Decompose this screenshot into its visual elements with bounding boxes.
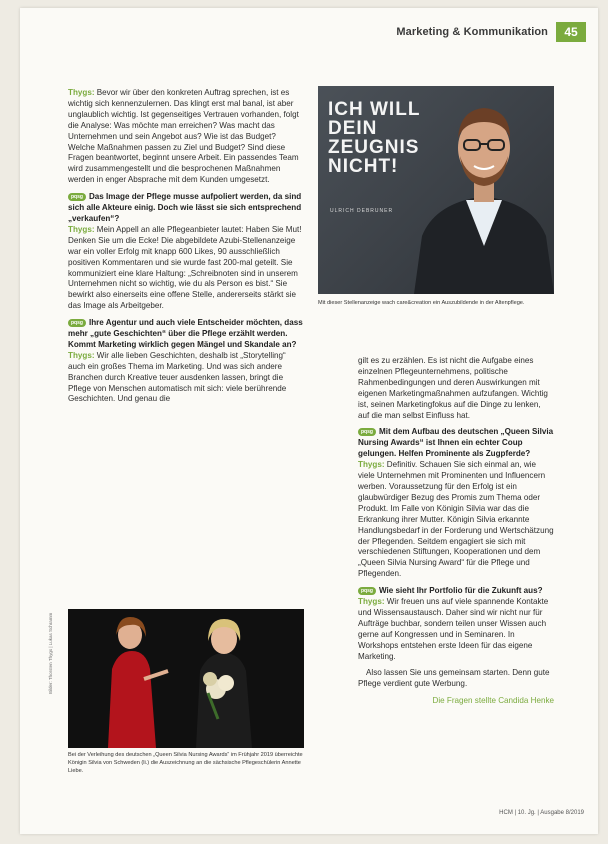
award-ceremony-image [68, 609, 304, 748]
pqsg-badge: pqsg [358, 428, 376, 436]
question: Mit dem Aufbau des deutschen „Queen Silvia Nursing Awards“ ist Ihnen ein echter Coup gelungen. Helfen Prominente als Zugpferde? [358, 427, 554, 459]
speaker-name: Thygs: [68, 224, 95, 234]
ad-subline: ULRICH DEBRUNER [330, 208, 394, 214]
job-ad-photo [318, 86, 554, 294]
answer: Definitiv. Schauen Sie sich einmal an, wie viele Unternehmen mit Prominenten und Influencern werben. Voraussetzung für den Erfolg ist ein glaubwürdiger Bezug des Promis zum Thema oder Produkt. Im Falle von Königin Silvia war das die Erkrankung ihrer Mutter. Königin Silvia erkannte Handlungsbedarf in der Forderung und Wertschätzung der Pflegenden. Seitdem engagiert sie sich mit verschiedenen Stiftungen, Kooperationen und dem „Queen Silvia Nursing Award“ für die Pflege und Pflegenden. [358, 460, 554, 579]
page-number: 45 [556, 22, 586, 42]
photo-caption: Mit dieser Stellenanzeige wach care&creation ein Auszubildende in der Altenpflege. [318, 300, 525, 306]
pqsg-badge: pqsg [358, 587, 376, 595]
page-header [396, 22, 586, 42]
photo-caption: Bei der Verleihung des deutschen „Queen Silvia Nursing Awards“ im Frühjahr 2019 überreichte Königin Silvia von Schweden (li.) die Auszeichnung an die sächsische Pflegeschülerin Annette Liebe. [68, 752, 303, 774]
answer: Mein Appell an alle Pflegeanbieter lautet: Haben Sie Mut! Denken Sie um die Ecke! Die abgebildete Azubi-Stellenanzeige war ein voller Erfolg mit knapp 600 Likes, 90 ausschließlich positiven Kommentaren und sie wurde fast 200-mal geteilt. Sie kommuniziert eine klare Haltung: „Schreibnoten sind in unserem Unternehmen nicht so wichtig, wie du als Person es bist.“ Sie bewirkt also einerseits eine offene Stelle, andererseits stärkt sie das Image als Arbeitgeber. [68, 224, 302, 311]
pqsg-badge: pqsg [68, 319, 86, 327]
speaker-name: Thygs: [68, 88, 95, 97]
ad-headline: ICH WILL DEIN ZEUGNIS NICHT! [328, 99, 421, 177]
question: Das Image der Pflege musse aufpoliert werden, da sind sich alle Akteure einig. Doch wie lässt sie sich entsprechend „verkaufen“? [68, 192, 302, 223]
pqsg-badge: pqsg [68, 193, 86, 201]
interviewer-credit: Die Fragen stellte Candida Henke [432, 696, 554, 706]
question: Ihre Agentur und auch viele Entscheider möchten, dass mehr „gute Geschichten“ über die Pflege erzählt werden. Kommt Marketing wirklich gegen Mängel und Skandale an? [68, 318, 303, 349]
question-block [358, 427, 554, 580]
speaker-name: Thygs: [358, 597, 385, 607]
award-ceremony-photo [68, 609, 304, 748]
question-block [68, 318, 304, 405]
speaker-name: Thygs: [68, 350, 95, 360]
speaker-name: Thygs: [358, 460, 385, 470]
question-block [68, 192, 304, 312]
question-block [358, 586, 554, 662]
paragraph: Also lassen Sie uns gemeinsam starten. Denn gute Pflege verdient gute Werbung. [358, 668, 550, 689]
image-credit: Bilder: Thorsten Thygs | Lukas Schramm [48, 612, 53, 694]
page-footer: HCM | 10. Jg. | Ausgabe 8/2019 [499, 810, 584, 816]
question: Wie sieht Ihr Portfolio für die Zukunft aus? [378, 586, 543, 596]
right-column [358, 356, 554, 713]
answer: Wir freuen uns auf viele spannende Kontakte und Wissensaustausch. Daher sind wir nicht nur für Aufträge buchbar, sondern teilen unser Wissen auch gerne auf Kongressen und in Seminaren. In Workshops entstehen erste Ideen für das eigene Marketing. [358, 597, 549, 661]
magazine-page [20, 8, 598, 834]
left-column [68, 88, 304, 411]
paragraph: gilt es zu erzählen. Es ist nicht die Aufgabe eines einzelnen Pflegeunternehmens, politische Rahmenbedingungen und deren Auswirkungen mit eigenen Marketingmaßnahmen aufzufangen. Wichtig ist, seinen Marketingfokus auf die Dinge zu lenken, auf die man selbst Einfluss hat. [358, 356, 548, 420]
man-portrait-image [414, 86, 554, 294]
answer: Wir alle lieben Geschichten, deshalb ist „Storytelling“ auch ein großes Thema im Marketing. Und was sich andere Branchen durch Kreative teuer ausdenken lassen, bringt die Pflege von Menschen automatisch mit sich: viele berührende Geschichten. Und genau die [68, 350, 287, 404]
section-title: Marketing & Kommunikation [396, 26, 548, 38]
paragraph: Thygs: Bevor wir über den konkreten Auftrag sprechen, ist es wichtig sich kennenzulernen. Das klingt erst mal banal, ist aber unglaublich wichtig. Ist gegenseitiges Vertrauen vorhanden, folgt die Analyse: Was möchte man erreichen? Was macht das Unternehmen und sein Angebot aus? Wie ist das Budget? Welche Maßnahmen passen zu Ziel und Budget? Sind diese Fragen beantwortet, beginnt unsere Arbeit. Ein passendes Team wird zusammengestellt und die besprochenen Maßnahmen werden in enger Absprache mit dem Kunden umgesetzt. [68, 88, 299, 185]
